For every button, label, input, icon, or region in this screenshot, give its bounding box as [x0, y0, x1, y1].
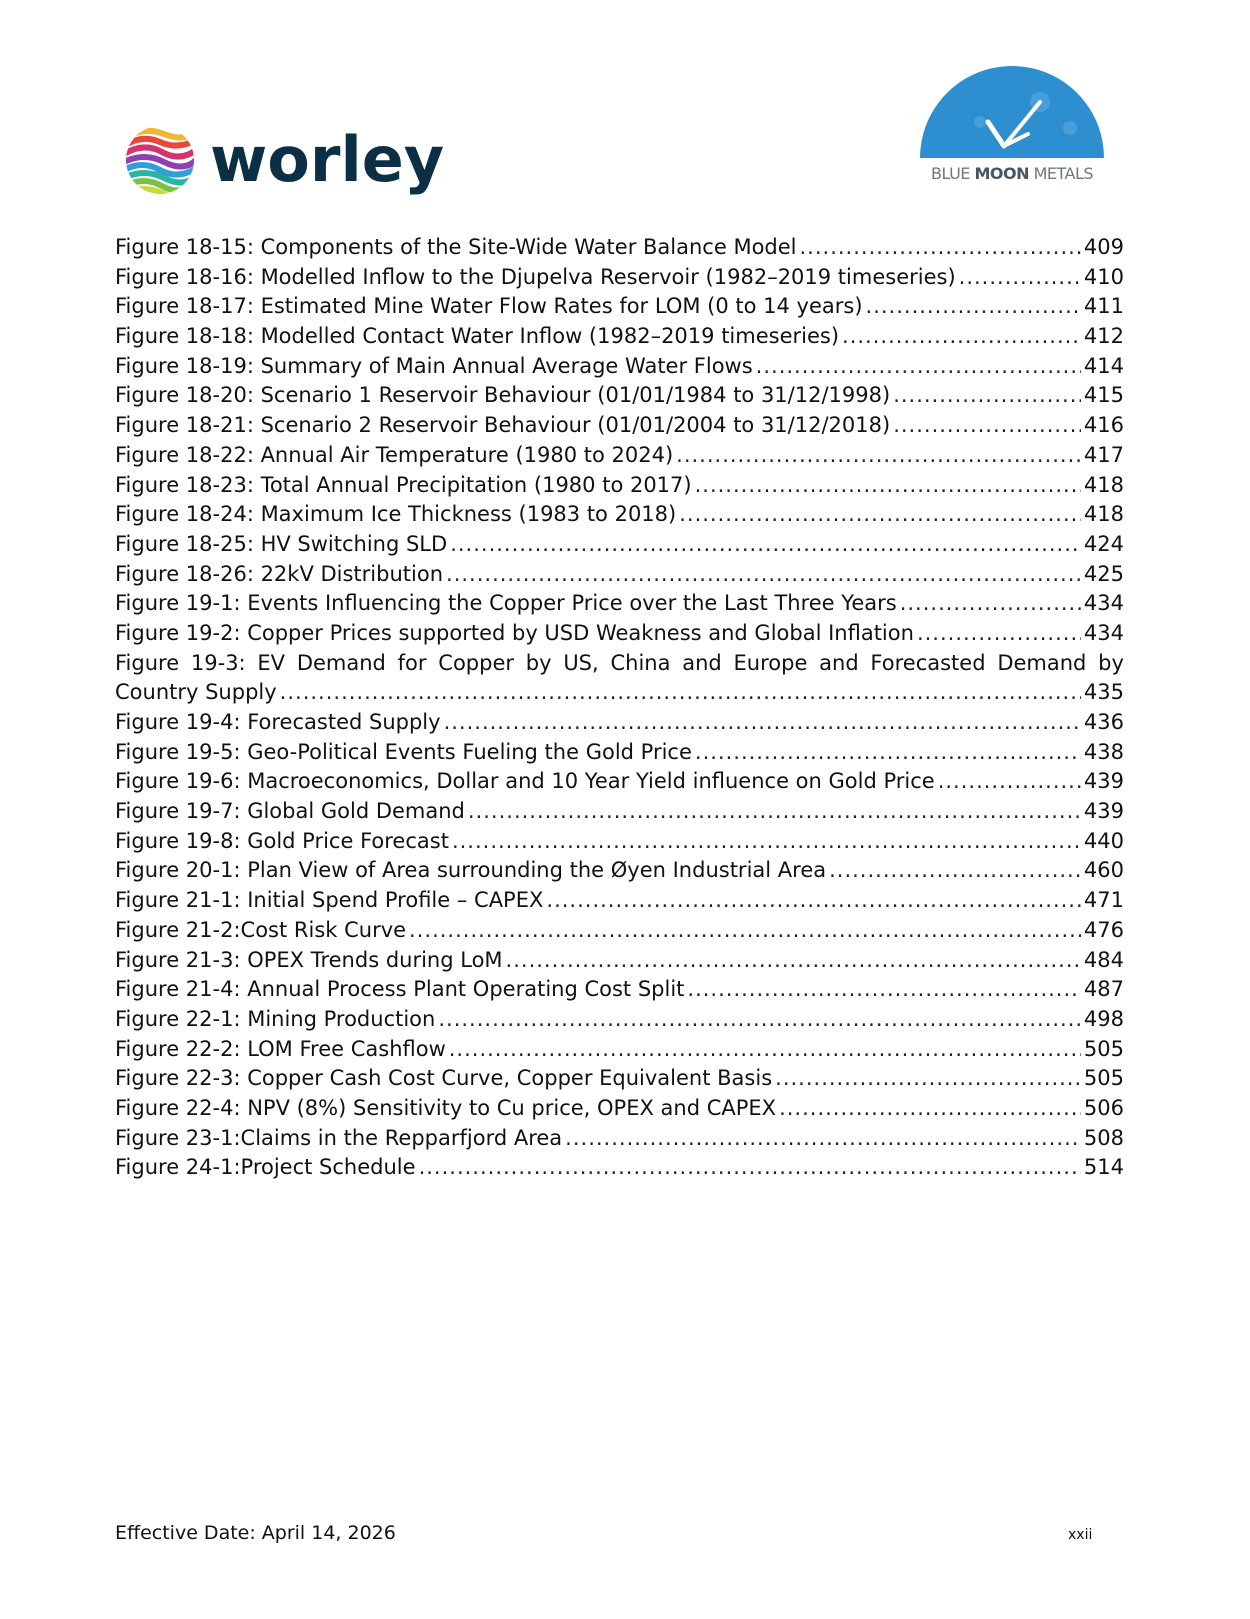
toc-entry[interactable] — [115, 797, 1124, 827]
toc-leader-dots — [687, 975, 1081, 1005]
toc-entry-title: Figure 22-2: LOM Free Cashflow — [115, 1036, 446, 1061]
toc-entry-title: Figure 19-6: Macroeconomics, Dollar and 10 Year Yield influence on Gold Price — [115, 769, 935, 794]
toc-leader-dots — [959, 263, 1081, 293]
toc-entry-title-word: Demand — [997, 650, 1087, 675]
toc-entry[interactable] — [115, 975, 1124, 1005]
table-of-figures — [115, 233, 1124, 1183]
toc-entry-page: 440 — [1083, 828, 1124, 853]
toc-entry-title: Figure 21-1: Initial Spend Profile – CAPEX — [115, 888, 544, 913]
toc-entry[interactable] — [115, 738, 1124, 768]
toc-entry-page: 498 — [1083, 1006, 1124, 1031]
toc-entry-title: Figure 18-25: HV Switching SLD — [115, 531, 448, 556]
toc-entry-page: 424 — [1083, 531, 1124, 556]
toc-entry-title: Figure 18-15: Components of the Site-Wide Water Balance Model — [115, 235, 797, 259]
blue-moon-metals-wordmark: BLUE MOON METALS — [930, 164, 1094, 183]
toc-entry-title: Figure 18-17: Estimated Mine Water Flow Rates for LOM (0 to 14 years) — [115, 294, 863, 319]
toc-entry[interactable] — [115, 708, 1124, 738]
toc-entry-title: Figure 18-16: Modelled Inflow to the Djupelva Reservoir (1982–2019 timeseries) — [115, 264, 956, 289]
worley-wordmark: worley — [210, 123, 445, 196]
toc-leader-dots — [565, 1124, 1081, 1154]
toc-entry[interactable] — [115, 411, 1124, 441]
toc-leader-dots — [779, 1094, 1081, 1124]
toc-entry-page: 418 — [1083, 502, 1124, 527]
toc-leader-dots — [900, 589, 1081, 619]
toc-leader-dots — [800, 233, 1081, 263]
toc-leader-dots — [842, 322, 1081, 352]
toc-entry-page: 514 — [1083, 1155, 1124, 1180]
toc-entry-title: Figure 18-20: Scenario 1 Reservoir Behaviour (01/01/1984 to 31/12/1998) — [115, 383, 891, 408]
toc-leader-dots — [449, 1035, 1081, 1065]
toc-leader-dots — [446, 560, 1081, 590]
toc-entry-page: 460 — [1083, 858, 1124, 883]
toc-leader-dots — [450, 530, 1081, 560]
toc-leader-dots — [893, 381, 1081, 411]
toc-entry-title: Figure 21-3: OPEX Trends during LoM — [115, 947, 503, 972]
toc-leader-dots — [917, 619, 1081, 649]
toc-entry[interactable] — [115, 916, 1124, 946]
toc-entry[interactable] — [115, 1153, 1124, 1183]
toc-entry-page: 409 — [1083, 235, 1124, 259]
toc-entry[interactable] — [115, 589, 1124, 619]
toc-entry-title: Figure 19-8: Gold Price Forecast — [115, 828, 449, 853]
toc-leader-dots — [893, 411, 1081, 441]
toc-entry-title-word: for — [397, 650, 427, 675]
toc-leader-dots — [444, 708, 1081, 738]
toc-entry-title: Figure 20-1: Plan View of Area surrounding the Øyen Industrial Area — [115, 858, 827, 883]
toc-entry[interactable] — [115, 827, 1124, 857]
toc-entry-title-word: Copper — [438, 650, 515, 675]
toc-leader-dots — [679, 500, 1081, 530]
toc-entry-page: 425 — [1083, 561, 1124, 586]
toc-entry-title: Figure 23-1:Claims in the Repparfjord Area — [115, 1125, 563, 1150]
toc-entry-title: Figure 19-4: Forecasted Supply — [115, 710, 441, 734]
effective-date: Effective Date: April 14, 2026 — [115, 1522, 396, 1544]
toc-entry-title-word: Forecasted — [870, 650, 986, 675]
toc-entry[interactable] — [115, 1005, 1124, 1035]
toc-entry-page: 476 — [1083, 917, 1124, 942]
toc-leader-dots — [280, 678, 1081, 708]
toc-leader-dots — [546, 886, 1081, 916]
toc-entry[interactable] — [115, 649, 1124, 708]
toc-entry-title: Figure 19-2: Copper Prices supported by USD Weakness and Global Inflation — [115, 620, 914, 645]
toc-leader-dots — [695, 471, 1081, 501]
toc-leader-dots — [866, 292, 1081, 322]
toc-leader-dots — [468, 797, 1081, 827]
toc-entry[interactable] — [115, 500, 1124, 530]
toc-entry-page: 439 — [1083, 799, 1124, 824]
toc-entry[interactable] — [115, 767, 1124, 797]
toc-entry-page: 484 — [1083, 947, 1124, 972]
toc-entry[interactable] — [115, 322, 1124, 352]
toc-entry-page: 418 — [1083, 472, 1124, 497]
toc-entry-title-word: by — [1098, 650, 1124, 675]
toc-entry-title-word: Europe — [733, 650, 808, 675]
toc-entry-page: 439 — [1083, 769, 1124, 794]
toc-entry-title: Figure 18-19: Summary of Main Annual Average Water Flows — [115, 353, 753, 378]
blue-moon-half-circle-icon — [920, 62, 1104, 158]
toc-entry-page: 435 — [1083, 680, 1124, 705]
toc-entry-title-word: Demand — [296, 650, 386, 675]
toc-entry-page: 434 — [1083, 620, 1124, 645]
toc-entry-title-word: China — [610, 650, 671, 675]
toc-entry-page: 506 — [1083, 1095, 1124, 1120]
toc-leader-dots — [438, 1005, 1081, 1035]
toc-entry[interactable] — [115, 263, 1124, 293]
toc-entry-title: Figure 19-1: Events Influencing the Copper Price over the Last Three Years — [115, 591, 897, 616]
toc-entry[interactable] — [115, 619, 1124, 649]
toc-leader-dots — [829, 856, 1081, 886]
toc-entry-title: Figure 18-18: Modelled Contact Water Inflow (1982–2019 timeseries) — [115, 324, 840, 349]
toc-entry-title-word: 19-3: — [190, 650, 246, 675]
page-number: xxii — [1068, 1527, 1093, 1543]
toc-entry-title: Figure 24-1:Project Schedule — [115, 1155, 416, 1180]
toc-entry[interactable] — [115, 1094, 1124, 1124]
worley-logo — [124, 120, 454, 205]
toc-entry-title: Figure 21-4: Annual Process Plant Operating Cost Split — [115, 977, 685, 1002]
toc-entry-title: Country Supply — [115, 680, 277, 705]
toc-entry[interactable] — [115, 856, 1124, 886]
toc-entry-title: Figure 22-3: Copper Cash Cost Curve, Copper Equivalent Basis — [115, 1066, 773, 1091]
toc-entry[interactable] — [115, 233, 1124, 263]
toc-entry-page: 487 — [1083, 977, 1124, 1002]
toc-leader-dots — [409, 916, 1081, 946]
toc-entry-title: Figure 22-4: NPV (8%) Sensitivity to Cu price, OPEX and CAPEX — [115, 1095, 777, 1120]
toc-entry-title: Figure 18-21: Scenario 2 Reservoir Behaviour (01/01/2004 to 31/12/2018) — [115, 413, 891, 438]
toc-entry-title: Figure 19-7: Global Gold Demand — [115, 799, 465, 824]
toc-entry[interactable] — [115, 946, 1124, 976]
toc-entry-page: 434 — [1083, 591, 1124, 616]
toc-entry[interactable] — [115, 1064, 1124, 1094]
toc-entry-page: 436 — [1083, 710, 1124, 734]
toc-entry-title: Figure 18-24: Maximum Ice Thickness (1983 to 2018) — [115, 502, 677, 527]
toc-entry-title: Figure 18-23: Total Annual Precipitation (1980 to 2017) — [115, 472, 692, 497]
toc-entry-title: Figure 18-22: Annual Air Temperature (1980 to 2024) — [115, 442, 674, 467]
toc-entry-page: 411 — [1083, 294, 1124, 319]
toc-leader-dots — [756, 352, 1081, 382]
toc-entry-page: 412 — [1083, 324, 1124, 349]
page-header — [0, 0, 1250, 225]
toc-leader-dots — [452, 827, 1081, 857]
toc-entry[interactable] — [115, 292, 1124, 322]
toc-entry-title-word: by — [525, 650, 552, 675]
toc-entry[interactable] — [115, 1124, 1124, 1154]
toc-entry-page: 416 — [1083, 413, 1124, 438]
toc-leader-dots — [676, 441, 1081, 471]
toc-entry[interactable] — [115, 530, 1124, 560]
toc-entry-page: 505 — [1083, 1066, 1124, 1091]
toc-entry-page: 508 — [1083, 1125, 1124, 1150]
blue-moon-metals-logo — [912, 62, 1112, 192]
toc-entry-title: Figure 21-2:Cost Risk Curve — [115, 917, 407, 942]
toc-entry-page: 438 — [1083, 739, 1124, 764]
worley-swirl-globe-icon — [124, 124, 196, 196]
toc-entry-page: 410 — [1083, 264, 1124, 289]
toc-entry-page: 415 — [1083, 383, 1124, 408]
toc-entry-title-word: and — [682, 650, 722, 675]
toc-entry-page: 417 — [1083, 442, 1124, 467]
toc-entry[interactable] — [115, 441, 1124, 471]
toc-leader-dots — [419, 1153, 1081, 1183]
toc-leader-dots — [938, 767, 1081, 797]
toc-entry-title-word: US, — [563, 650, 599, 675]
toc-leader-dots — [775, 1064, 1081, 1094]
toc-entry[interactable] — [115, 886, 1124, 916]
toc-entry-page: 471 — [1083, 888, 1124, 913]
toc-entry-title-word: Figure — [115, 650, 180, 675]
toc-entry[interactable] — [115, 381, 1124, 411]
toc-entry-title-word: and — [819, 650, 859, 675]
toc-entry-page: 414 — [1083, 353, 1124, 378]
toc-entry-title: Figure 22-1: Mining Production — [115, 1006, 436, 1031]
toc-entry-title: Figure 19-5: Geo-Political Events Fueling the Gold Price — [115, 739, 692, 764]
toc-entry[interactable] — [115, 1035, 1124, 1065]
toc-entry[interactable] — [115, 471, 1124, 501]
toc-entry-title: Figure 18-26: 22kV Distribution — [115, 561, 444, 586]
toc-entry-page: 505 — [1083, 1036, 1124, 1061]
toc-leader-dots — [506, 946, 1081, 976]
toc-entry[interactable] — [115, 560, 1124, 590]
toc-entry-title-line — [115, 649, 1124, 679]
toc-leader-dots — [695, 738, 1081, 768]
toc-entry-title-word: EV — [257, 650, 286, 675]
toc-entry[interactable] — [115, 352, 1124, 382]
